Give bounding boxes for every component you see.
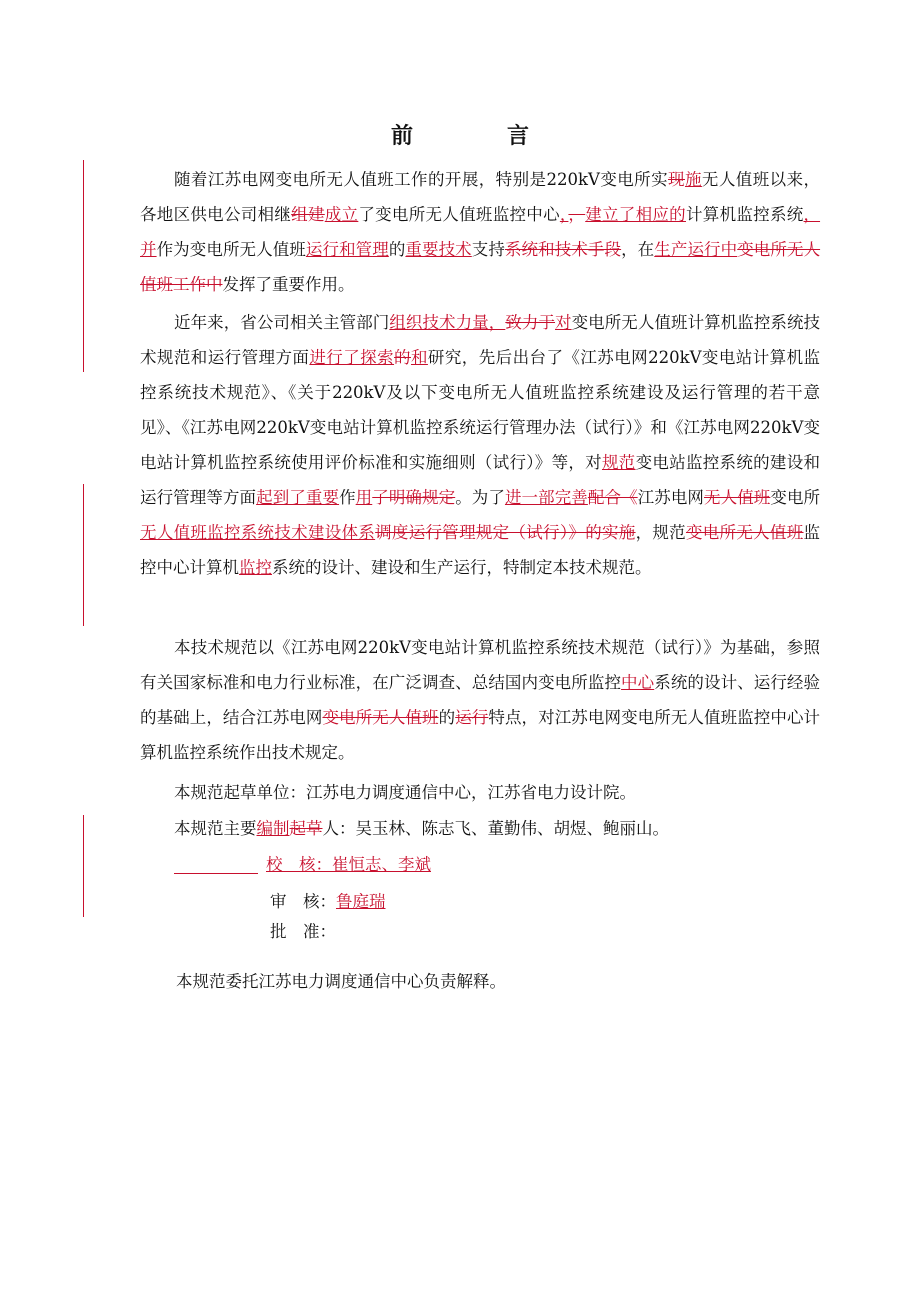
deleted-text: 现: [668, 170, 685, 189]
revision-bar: [83, 484, 84, 626]
inserted-text: 施: [684, 170, 702, 189]
text-run: 变电所无人值班计算机监控系统技术规范和运行管理方面: [140, 313, 821, 367]
text-run: 变电所: [770, 488, 821, 507]
text-run: 研究，先后出台了《江苏电网220kV变电站计算机监控系统技术规范》、《关于220kV及以下变电所无人值班监控系统建设及运行管理的若干意见》、《江苏电网220kV变电站计算机监控系统运行管理办法（试行）》和《江苏电网220kV变电站计算机监控系统使用评价标准和实施细则（试行）》等，对: [140, 348, 821, 472]
authors-line: [140, 811, 820, 846]
text-run: 人：吴玉林、陈志飞、董勤伟、胡煜、鲍丽山。: [322, 819, 669, 838]
inserted-text: 编制: [256, 819, 290, 838]
deleted-text: 配合《: [587, 488, 638, 507]
text-run: 本规范主要: [174, 819, 257, 838]
intro-paragraph-1: [140, 162, 820, 302]
deleted-text: 变电所无人值班: [322, 708, 439, 727]
text-run: 系统的设计、运行经验的基础上，结合江苏电网: [140, 673, 821, 727]
intro-paragraph-3: [140, 630, 820, 770]
page-title: 前 言: [390, 123, 565, 149]
text-run: 系统的设计、建设和生产运行，特制定本技术规范。: [272, 558, 652, 577]
drafting-unit-line: [140, 775, 820, 810]
text-run: 本技术规范以《江苏电网220kV变电站计算机监控系统技术规范（试行）》为基础，参照有关国家标准和电力行业标准，在广泛调查、总结国内变电所监控: [140, 638, 820, 692]
text-run: 支持: [471, 240, 505, 259]
inserted-text: 运行和管理: [305, 240, 389, 259]
text-run: 的: [438, 708, 456, 727]
inserted-text: 重要技术: [405, 240, 472, 259]
inserted-text: 鲁庭瑞: [336, 892, 386, 911]
text-run: 审 核：: [270, 892, 336, 911]
inserted-text: 对: [555, 313, 572, 332]
text-run: 江苏电网: [637, 488, 705, 507]
text-run: 发挥了重要作用。: [222, 275, 355, 294]
revision-bar: [83, 815, 84, 917]
text-run: 了变电所无人值班监控中心: [358, 205, 560, 224]
text-run: 近年来，省公司相关主管部门: [174, 313, 390, 332]
inserted-text: 用: [355, 488, 373, 507]
text-run: ，规范: [635, 523, 686, 542]
deleted-text: 无人值班: [704, 488, 771, 507]
inserted-text: 建立了相应的: [585, 205, 686, 224]
deleted-text: 运行: [455, 708, 489, 727]
inserted-text: 生产运行中: [654, 240, 738, 259]
text-run: 计算机监控系统: [685, 205, 804, 224]
inserted-text: ，并: [140, 205, 821, 259]
inserted-text: 校 核：崔恒志、李斌: [266, 855, 431, 874]
deleted-text: 系统和技术手段: [504, 240, 622, 259]
inserted-text: 规范: [601, 453, 636, 472]
text-run: 批 准：: [270, 922, 336, 941]
inserted-text: ，: [559, 205, 569, 224]
text-run: 作为变电所无人值班: [156, 240, 306, 259]
deleted-text: ，: [568, 205, 586, 224]
inserted-text: 和: [410, 348, 428, 367]
proofread-line: [266, 847, 431, 882]
intro-paragraph-2: [140, 305, 820, 585]
text-run: 作: [339, 488, 356, 507]
deleted-text: 调度运行管理规定（试行）》的实施: [375, 523, 636, 542]
deleted-text: 了明确规定: [372, 488, 456, 507]
text-run: 变电站监控系统的建设和运行管理等方面: [140, 453, 821, 507]
approve-line: [270, 914, 336, 949]
text-run: 特点，对江苏电网变电所无人值班监控中心计算机监控系统作出技术规定。: [140, 708, 821, 762]
proofread-underline: [174, 873, 258, 874]
inserted-text: 中心: [621, 673, 655, 692]
revision-bar: [83, 160, 84, 372]
inserted-text: 无人值班监控系统技术建设体系: [140, 523, 376, 542]
inserted-text: 组织技术力量，: [389, 313, 506, 332]
text-run: 的: [388, 240, 406, 259]
deleted-text: 致力于: [505, 313, 556, 332]
inserted-text: 进行了探索: [309, 348, 395, 367]
deleted-text: 起草: [289, 819, 323, 838]
deleted-text: 的: [394, 348, 411, 367]
inserted-text: 监控: [239, 558, 272, 577]
inserted-text: 成立: [324, 205, 359, 224]
deleted-text: 变电所无人值班: [685, 523, 804, 542]
text-run: ，在: [621, 240, 655, 259]
interpretation-line: [142, 964, 822, 999]
inserted-text: 起到了重要: [256, 488, 340, 507]
deleted-text: 组建: [291, 205, 325, 224]
text-run: 随着江苏电网变电所无人值班工作的开展，特别是220kV变电所实: [174, 170, 669, 189]
text-run: 。为了: [455, 488, 505, 507]
inserted-text: 进一部完善: [504, 488, 588, 507]
text-run: 本规范起草单位：江苏电力调度通信中心，江苏省电力设计院。: [174, 783, 636, 802]
deleted-text: 变电所无人值班工作中: [140, 240, 821, 294]
text-run: 监控中心计算机: [140, 523, 821, 577]
text-run: 无人值班以来，各地区供电公司相继: [140, 170, 821, 224]
text-run: 本规范委托江苏电力调度通信中心负责解释。: [176, 972, 506, 991]
